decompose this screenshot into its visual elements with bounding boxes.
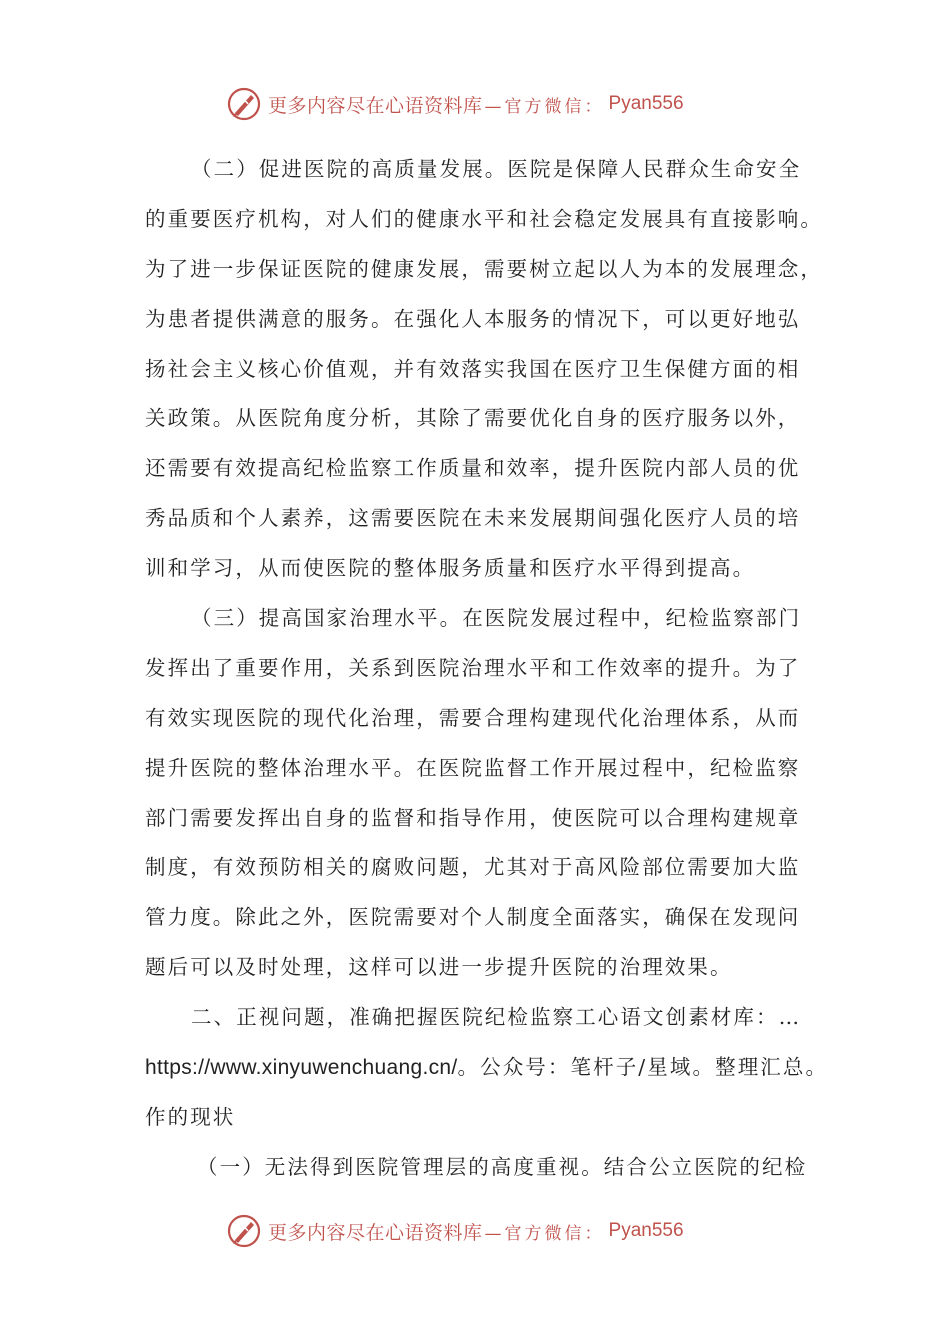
paragraph-line: 训和学习，从而使医院的整体服务质量和医疗水平得到提高。: [145, 556, 756, 581]
paragraph-line: （三）提高国家治理水平。在医院发展过程中，纪检监察部门: [191, 606, 802, 631]
paragraph-line: 为患者提供满意的服务。在强化人本服务的情况下，可以更好地弘: [145, 306, 801, 331]
paragraph-line: 关政策。从医院角度分析，其除了需要优化自身的医疗服务以外，: [145, 406, 801, 431]
paragraph-line: （一）无法得到医院管理层的高度重视。结合公立医院的纪检: [197, 1154, 808, 1179]
paragraph-line: （二）促进医院的高质量发展。医院是保障人民群众生命安全: [191, 157, 802, 181]
footer-site-text: 更多内容尽在心语资料库: [268, 1221, 483, 1244]
source-note: 。公众号：笔杆子/星域。整理汇总。: [457, 1055, 829, 1080]
paragraph-line: 有效实现医院的现代化治理，需要合理构建现代化治理体系，从而: [145, 705, 801, 730]
paragraph-line: 发挥出了重要作用，关系到医院治理水平和工作效率的提升。为了: [145, 655, 801, 680]
section-heading-cont: 作的现状: [145, 1104, 236, 1129]
footer-watermark: [226, 1211, 684, 1251]
header-site-text: 更多内容尽在心语资料库: [268, 94, 483, 117]
pen-logo-icon: [226, 1213, 262, 1249]
footer-official-text: —官方微信：: [484, 1223, 605, 1244]
paragraph-line: 的重要医疗机构，对人们的健康水平和社会稳定发展具有直接影响。: [145, 206, 823, 231]
paragraph-line: 部门需要发挥出自身的监督和指导作用，使医院可以合理构建规章: [145, 805, 801, 830]
header-watermark: [226, 84, 684, 124]
paragraph-line: 为了进一步保证医院的健康发展，需要树立起以人为本的发展理念，: [145, 256, 823, 281]
section-heading: 二、正视问题，准确把握医院纪检监察工心语文创素材库：…: [191, 1005, 802, 1030]
document-body: [145, 145, 829, 1193]
paragraph-line: 秀品质和个人素养，这需要医院在未来发展期间强化医疗人员的培: [145, 506, 801, 531]
paragraph-line: 提升医院的整体治理水平。在医院监督工作开展过程中，纪检监察: [145, 755, 801, 780]
source-url[interactable]: https://www.xinyuwenchuang.cn/: [145, 1056, 458, 1080]
paragraph-line: 管力度。除此之外，医院需要对个人制度全面落实，确保在发现问: [145, 905, 801, 930]
footer-wechat-id: Pyan556: [608, 1220, 684, 1241]
header-official-text: —官方微信：: [484, 96, 605, 117]
paragraph-line: 还需要有效提高纪检监察工作质量和效率，提升医院内部人员的优: [145, 456, 801, 481]
paragraph-line: 题后可以及时处理，这样可以进一步提升医院的治理效果。: [145, 955, 733, 980]
paragraph-line: 制度，有效预防相关的腐败问题，尤其对于高风险部位需要加大监: [145, 855, 801, 880]
pen-logo-icon: [226, 86, 262, 122]
url-line: [145, 1043, 829, 1093]
header-wechat-id: Pyan556: [608, 93, 684, 114]
paragraph-line: 扬社会主义核心价值观，并有效落实我国在医疗卫生保健方面的相: [145, 356, 801, 381]
